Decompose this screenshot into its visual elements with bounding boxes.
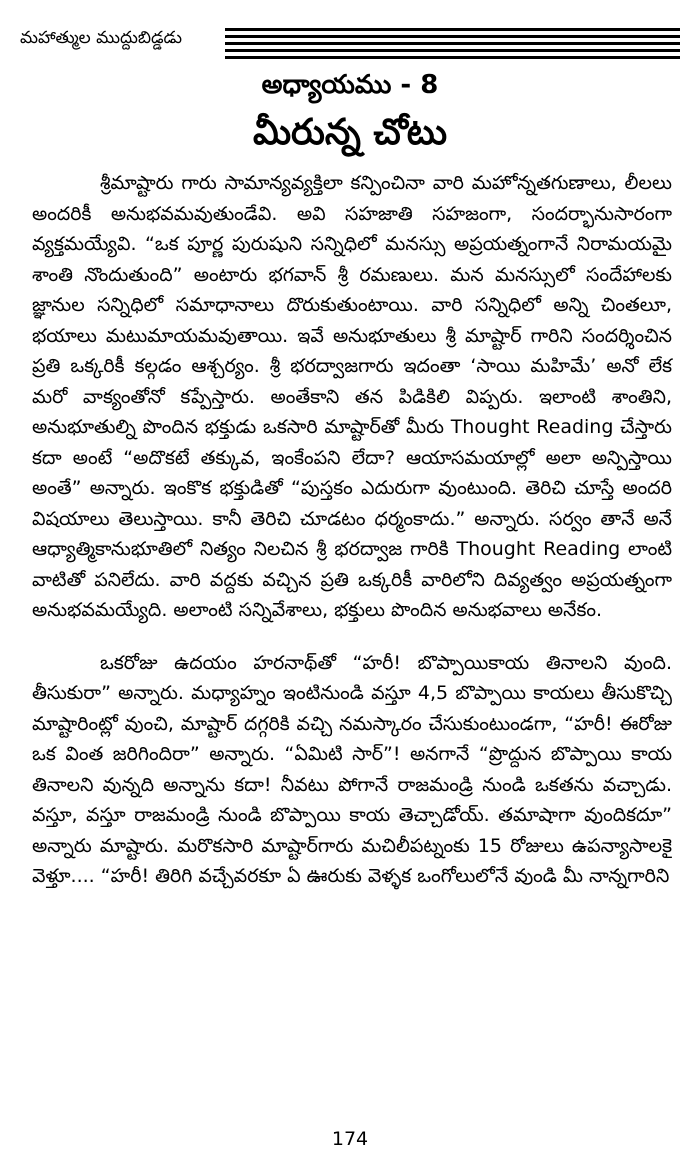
chapter-title: మీరున్న చోటు [252,112,448,153]
page-number: 174 [331,1128,369,1150]
running-title: మహాత్ముల ముద్దుబిడ్డడు [20,28,183,48]
page-header [20,22,680,66]
body-text [32,168,672,892]
paragraph-text: శ్రీమాష్టారు గారు సామాన్యవ్యక్తిలా కన్పించినా వారి మహోన్నతగుణాలు, లీలలు అందరికీ అనుభవమవుతుండేవి. అవి సహజాతి సహజంగా, సందర్భానుసారంగా వ్యక్తమయ్యేవి. “ఒక పూర్ణ పురుషుని సన్నిధిలో మనస్సు అప్రయత్నంగానే నిరామయమై శాంతి నొందుతుంది” అంటారు భగవాన్ శ్రీ రమణులు. మన మనస్సులో సందేహాలకు జ్ఞానుల సన్నిధిలో సమాధానాలు దొరుకుతుంటాయి. వారి సన్నిధిలో అన్ని చింతలూ, భయాలు మటుమాయమవుతాయి. ఇవే అనుభూతులు శ్రీ మాష్టార్ గారిని సందర్శించిన ప్రతి ఒక్కరికీ కల్గడం ఆశ్చర్యం. శ్రీ భరద్వాజగారు ఇదంతా ‘సాయి మహిమే’ అనో లేక మరో వాక్యంతోనో కప్పేస్తారు. అంతేకాని తన పిడికిలి విప్పరు. ఇలాంటి శాంతిని, అనుభూతుల్ని పొందిన భక్తుడు ఒకసారి మాష్టార్‌తో మీరు Thought Reading చేస్తారు కదా అంటే “అదొకటే తక్కువ, ఇంకేంపని లేదా? ఆయాసమయాల్లో అలా అన్పిస్తాయి అంతే” అన్నారు. ఇంకొక భక్తుడితో “పుస్తకం ఎదురుగా వుంటుంది. తెరిచి చూస్తే అందరి విషయాలు తెలుస్తాయి. కానీ తెరిచి చూడటం ధర్మంకాదు.” అన్నారు. సర్వం తానే అనే ఆధ్యాత్మికానుభూతిలో నిత్యం నిలచిన శ్రీ భరద్వాజ గారికి Thought Reading లాంటి వాటితో పనిలేదు. వారి వద్దకు వచ్చిన ప్రతి ఒక్కరికీ వారిలోని దివ్యత్వం అప్రయత్నంగా అనుభవమయ్యేది. అలాంటి సన్నివేశాలు, భక్తులు పొందిన అనుభవాలు అనేకం. [32,172,672,621]
paragraph-text: ఒకరోజు ఉదయం హరనాథ్‌తో “హరీ! బొప్పాయికాయ తినాలని వుంది. తీసుకురా” అన్నారు. మధ్యాహ్నం ఇంటినుండి వస్తూ 4,5 బొప్పాయి కాయలు తీసుకొచ్చి మాష్టారింట్లో వుంచి, మాష్టార్ దగ్గరికి వచ్చి నమస్కారం చేసుకుంటుండగా, “హరీ! ఈరోజు ఒక వింత జరిగిందిరా” అన్నారు. “ఏమిటి సార్”! అనగానే “ప్రొద్దున బొప్పాయి కాయ తినాలని వున్నది అన్నాను కదా! నీవటు పోగానే రాజమండ్రి నుండి ఒకతను వచ్చాడు. వస్తూ, వస్తూ రాజమండ్రి నుండి బొప్పాయి కాయ తెచ్చాడోయ్. తమాషాగా వుందికదూ” అన్నారు మాష్టారు. మరొకసారి మాష్టార్‌గారు మచిలీపట్నంకు 15 రోజులు ఉపన్యాసాలకై వెళ్తూ.... “హరీ! తిరిగి వచ్చేవరకూ ఏ ఊరుకు వెళ్ళక ఒంగోలులోనే వుండి మీ నాన్నగారిని [32,651,672,887]
paragraph [32,648,672,892]
paragraph [32,168,672,626]
chapter-number: అధ్యాయము - 8 [261,70,439,100]
header-rules [225,28,680,63]
